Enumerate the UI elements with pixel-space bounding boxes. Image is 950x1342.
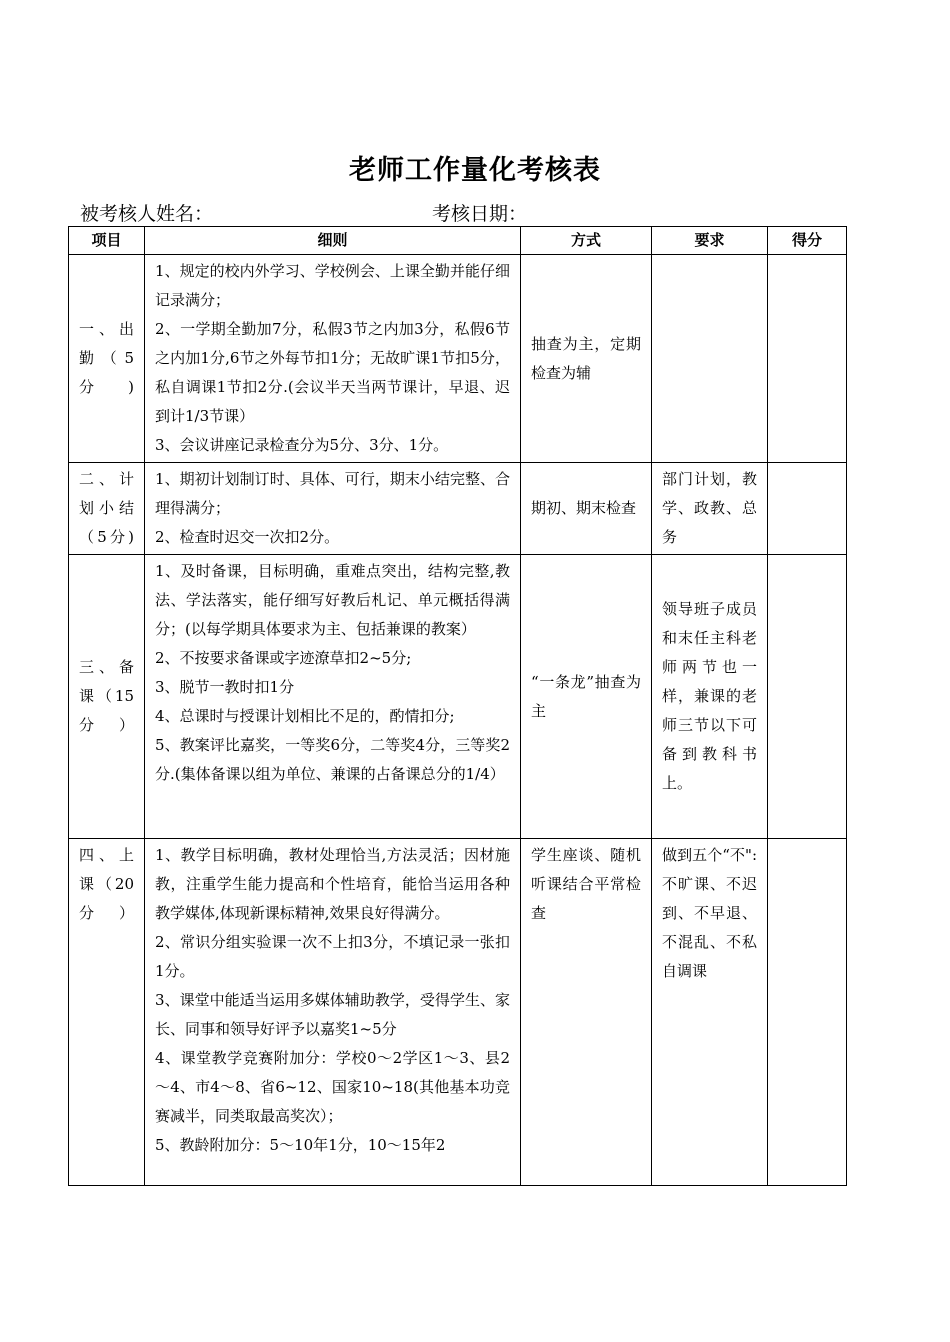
requirement-cell: 做到五个“不":不旷课、不迟到、不早退、不混乱、不私自调课 — [652, 839, 768, 1186]
score-cell[interactable] — [768, 255, 847, 463]
header-item: 项目 — [69, 227, 145, 255]
detail-line: 4、课堂教学竞赛附加分：学校0～2学区1～3、县2～4、市4～8、省6~12、国家10~18(其他基本功竞赛减半，同类取最高奖次）； — [155, 1049, 510, 1125]
detail-line: 2、不按要求备课或字迹潦草扣2~5分; — [155, 649, 412, 667]
item-cell: 四、上课（20分） — [69, 839, 145, 1186]
page-title: 老师工作量化考核表 — [349, 155, 601, 186]
detail-line: 5、教案评比嘉奖，一等奖6分，二等奖4分，三等奖2分.(集体备课以组为单位、兼课的占备课总分的1/4） — [155, 736, 510, 783]
method-cell: “一条龙”抽查为主 — [521, 555, 652, 839]
item-cell: 二、计划小结（5分) — [69, 463, 145, 555]
details-cell — [145, 555, 521, 839]
detail-line: 5、教龄附加分：5～10年1分，10～15年2 — [155, 1136, 446, 1154]
table-row — [69, 255, 847, 463]
table-row — [69, 555, 847, 839]
detail-line: 1、规定的校内外学习、学校例会、上课全勤并能仔细记录满分； — [155, 262, 510, 309]
detail-line: 4、总课时与授课计划相比不足的，酌情扣分; — [155, 707, 455, 725]
assessment-date-label: 考核日期： — [432, 203, 528, 225]
details-cell — [145, 255, 521, 463]
method-cell: 学生座谈、随机听课结合平常检查 — [521, 839, 652, 1186]
assessee-name-label: 被考核人姓名： — [80, 203, 214, 225]
score-cell[interactable] — [768, 839, 847, 1186]
detail-line: 2、一学期全勤加7分，私假3节之内加3分，私假6节之内加1分,6节之外每节扣1分；无故旷课1节扣5分，私自调课1节扣2分.(会议半天当两节课计，早退、迟到计1/3节课） — [155, 320, 510, 425]
method-cell: 期初、期末检查 — [521, 463, 652, 555]
table-header-row — [69, 227, 847, 255]
detail-line: 1、期初计划制订时、具体、可行，期末小结完整、合理得满分； — [155, 470, 510, 517]
header-requirement: 要求 — [652, 227, 768, 255]
detail-line: 1、及时备课，目标明确，重难点突出，结构完整,教法、学法落实，能仔细写好教后札记、单元概括得满分；(以每学期具体要求为主、包括兼课的教案） — [155, 562, 510, 638]
table-row — [69, 463, 847, 555]
details-cell — [145, 463, 521, 555]
detail-line: 3、脱节一教时扣1分 — [155, 678, 295, 696]
method-cell: 抽查为主，定期检查为辅 — [521, 255, 652, 463]
detail-line: 2、检查时迟交一次扣2分。 — [155, 528, 340, 546]
details-cell — [145, 839, 521, 1186]
header-method: 方式 — [521, 227, 652, 255]
score-cell[interactable] — [768, 555, 847, 839]
detail-line: 2、常识分组实验课一次不上扣3分，不填记录一张扣1分。 — [155, 933, 510, 980]
requirement-cell: 领导班子成员和末任主科老师两节也一样，兼课的老师三节以下可备到教科书上。 — [652, 555, 768, 839]
requirement-cell: 部门计划，教学、政教、总务 — [652, 463, 768, 555]
score-cell[interactable] — [768, 463, 847, 555]
detail-line: 1、教学目标明确，教材处理恰当,方法灵活；因材施教，注重学生能力提高和个性培育，能恰当运用各种教学媒体,体现新课标精神,效果良好得满分。 — [155, 846, 510, 922]
detail-line: 3、会议讲座记录检查分为5分、3分、1分。 — [155, 436, 449, 454]
requirement-cell — [652, 255, 768, 463]
item-cell: 一、出勤（5分) — [69, 255, 145, 463]
item-cell: 三、备课（15分） — [69, 555, 145, 839]
assessment-table — [68, 226, 847, 1186]
table-row — [69, 839, 847, 1186]
header-score: 得分 — [768, 227, 847, 255]
header-details: 细则 — [145, 227, 521, 255]
detail-line: 3、课堂中能适当运用多媒体辅助教学，受得学生、家长、同事和领导好评予以嘉奖1~5分 — [155, 991, 510, 1038]
